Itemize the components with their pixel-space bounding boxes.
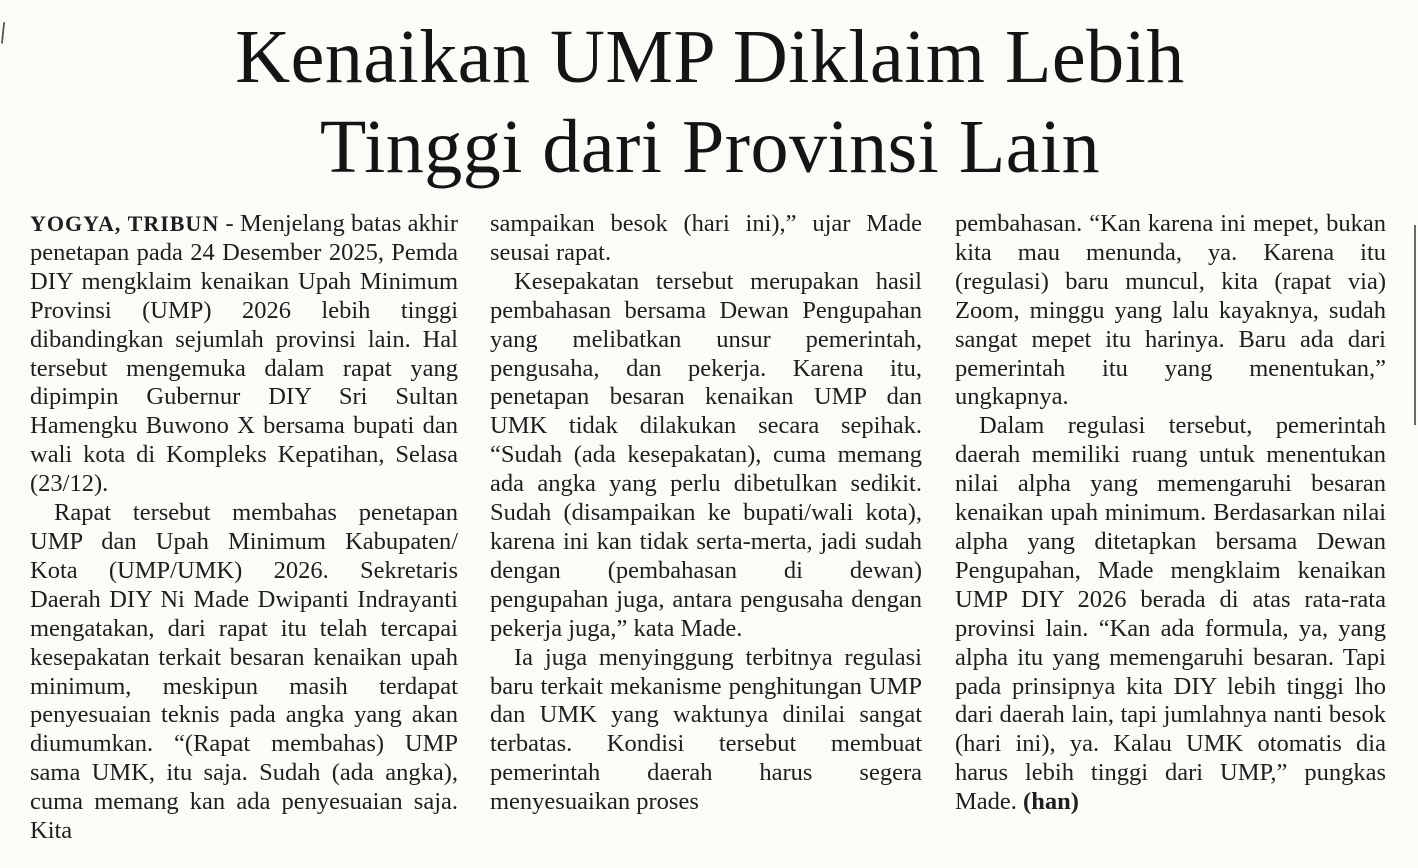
scan-edge-mark	[1414, 225, 1416, 425]
lead-text: - Menjelang batas akhir penetapan pada 24 Desember 2025, Pemda DIY mengklaim kenaikan Upah Minimum Provinsi (UMP) 2026 lebih tinggi dibandingkan sejumlah provinsi lain. Hal tersebut mengemuka dalam rapat yang dipimpin Gubernur DIY Sri Sultan Hamengku Buwono X bersama bupati dan wali kota di Kompleks Kepatihan, Selasa (23/12).	[30, 210, 459, 498]
scan-artifact-mark	[1, 22, 8, 44]
paragraph-2: Rapat tersebut membahas penetapan UMP dan Upah Minimum Kabupaten/ Kota (UMP/UMK) 2026. Sekretaris Daerah DIY Ni Made Dwipanti Indrayanti mengatakan, dari rapat itu telah tercapai kesepakatan terkait besaran kenaikan upah minimum, meskipun masih terdapat penyesuaian teknis pada angka yang akan diumumkan. “(Rapat membahas) UMP sama UMK, itu saja. Sudah (ada angka), cuma memang kan ada penyesuaian saja. Kita	[30, 499, 458, 845]
paragraph-7	[955, 412, 1386, 817]
closing-text: Dalam regulasi tersebut, pemerintah daerah memiliki ruang untuk menentukan nilai alpha yang memengaruhi besaran kenaikan upah minimum. Berdasarkan nilai alpha yang ditetapkan bersama Dewan Pengupahan, Made mengklaim kenaikan UMP DIY 2026 berada di atas rata-rata provinsi lain. “Kan ada formula, ya, yang alpha itu yang memengaruhi besaran. Tapi pada prinsipnya kita DIY lebih tinggi lho dari daerah lain, tapi jumlahnya nanti besok (hari ini), ya. Kalau UMK otomatis dia harus lebih tinggi dari UMP,” pungkas Made.	[955, 412, 1386, 816]
paragraph-6: pembahasan. “Kan karena ini mepet, bukan kita mau menunda, ya. Karena itu (regulasi) baru muncul, kita (rapat via) Zoom, minggu yang lalu kayaknya, sudah sangat mepet itu harinya. Baru ada dari pemerintah itu yang menentukan,” ungkapnya.	[955, 210, 1386, 411]
lead-paragraph	[30, 210, 458, 499]
article-column-3	[955, 210, 1386, 817]
article-column-2	[490, 210, 922, 817]
dateline: YOGYA, TRIBUN	[30, 211, 220, 236]
headline-line-2: Tinggi dari Provinsi Lain	[319, 105, 1101, 189]
headline-line-1: Kenaikan UMP Diklaim Lebih	[235, 15, 1185, 99]
article-headline	[120, 12, 1300, 192]
author-initials: (han)	[1023, 788, 1079, 816]
article-column-1	[30, 210, 458, 846]
paragraph-4: Kesepakatan tersebut merupakan hasil pembahasan bersama Dewan Pengupahan yang melibatkan unsur pemerintah, pengusaha, dan pekerja. Karena itu, penetapan besaran kenaikan UMP dan UMK tidak dilakukan secara sepihak. “Sudah (ada kesepakatan), cuma memang ada angka yang perlu dibetulkan sedikit. Sudah (disampaikan ke bupati/wali kota), karena ini kan tidak serta-merta, jadi sudah dengan (pembahasan di dewan) pengupahan juga, antara pengusaha dengan pekerja juga,” kata Made.	[490, 267, 922, 642]
paragraph-3: sampaikan besok (hari ini),” ujar Made seusai rapat.	[490, 210, 922, 266]
paragraph-5: Ia juga menyinggung terbitnya regulasi baru terkait mekanisme penghitungan UMP dan UMK yang waktunya dinilai sangat terbatas. Kondisi tersebut membuat pemerintah daerah harus segera menyesuaikan proses	[490, 643, 922, 816]
